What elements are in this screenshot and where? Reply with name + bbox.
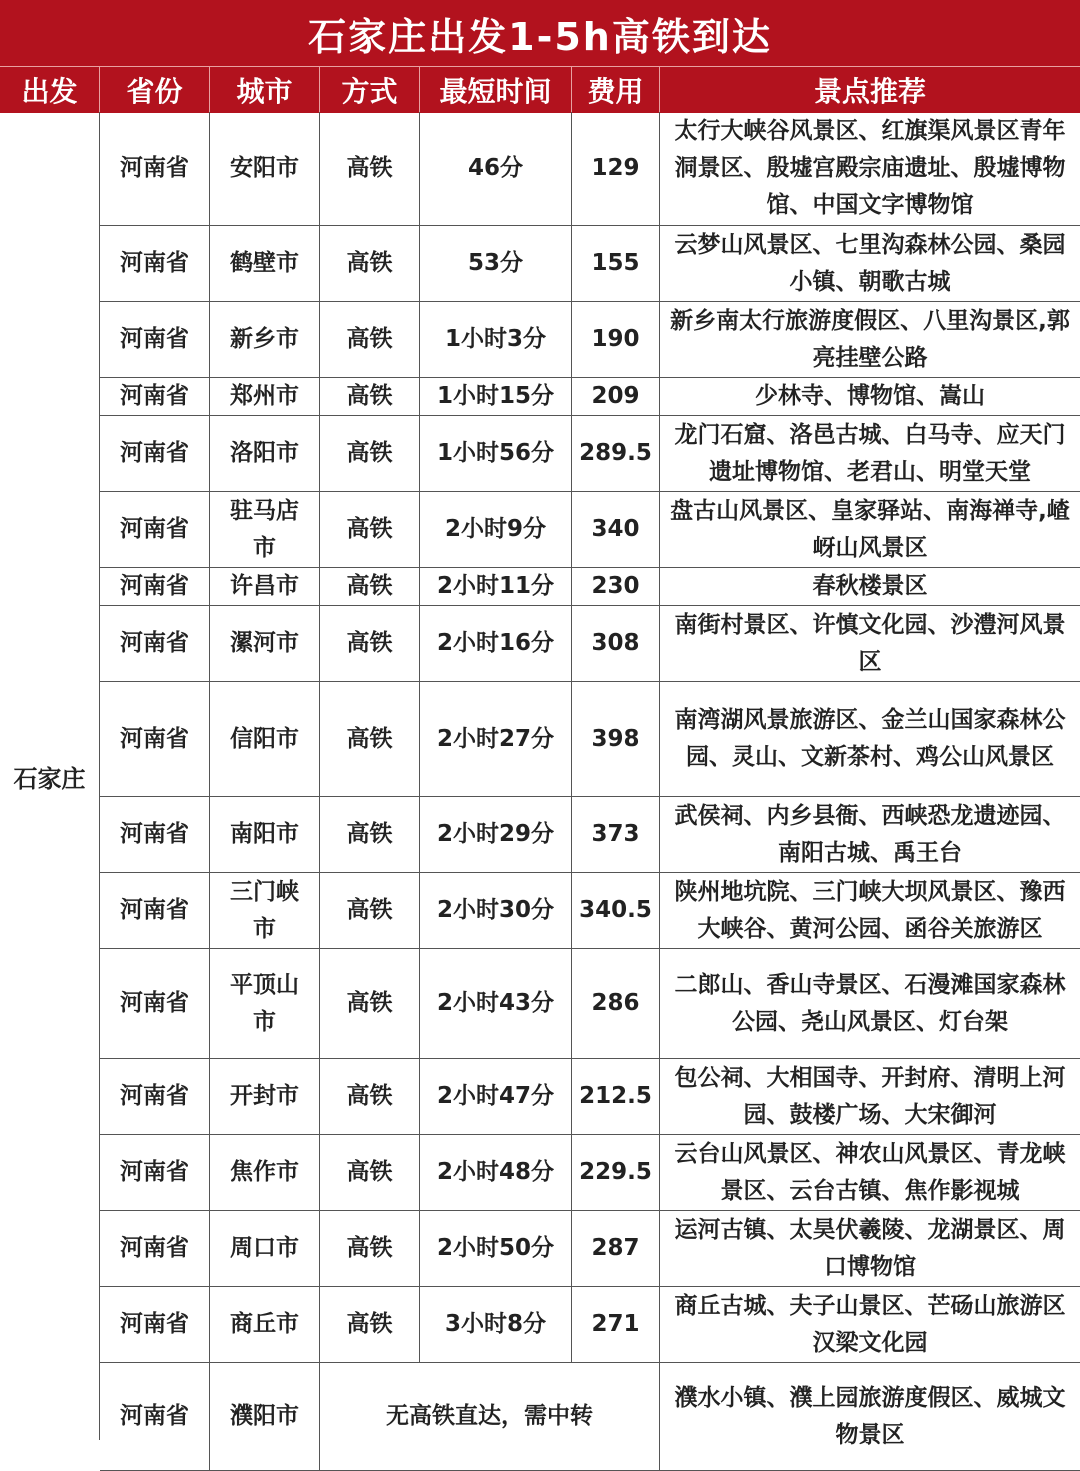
province-cell: 河南省 bbox=[100, 949, 210, 1058]
province-cell: 河南省 bbox=[100, 1363, 210, 1470]
province-cell: 河南省 bbox=[100, 226, 210, 301]
cost-cell: 289.5 bbox=[572, 416, 660, 491]
table-row bbox=[100, 1211, 1080, 1287]
table-row bbox=[100, 226, 1080, 302]
province-cell: 河南省 bbox=[100, 1059, 210, 1134]
spots-cell: 南街村景区、许慎文化园、沙澧河风景区 bbox=[674, 611, 1066, 675]
table-row bbox=[100, 1287, 1080, 1363]
city-cell: 周口市 bbox=[210, 1211, 320, 1286]
header-origin: 出发 bbox=[0, 67, 100, 113]
time-cell: 2小时43分 bbox=[420, 949, 572, 1058]
time-cell: 53分 bbox=[420, 226, 572, 301]
city-cell: 郑州市 bbox=[210, 378, 320, 415]
province-cell: 河南省 bbox=[100, 1211, 210, 1286]
time-cell: 2小时47分 bbox=[420, 1059, 572, 1134]
time-cell: 3小时8分 bbox=[420, 1287, 572, 1362]
cost-cell: 190 bbox=[572, 302, 660, 377]
spots-cell: 二郎山、香山寺景区、石漫滩国家森林公园、尧山风景区、灯台架 bbox=[674, 971, 1066, 1035]
time-cell: 2小时30分 bbox=[420, 873, 572, 948]
mode-cell: 高铁 bbox=[320, 112, 420, 225]
table-row bbox=[100, 378, 1080, 416]
spots-cell: 云台山风景区、神农山风景区、青龙峡景区、云台古镇、焦作影视城 bbox=[674, 1140, 1066, 1204]
spots-cell: 商丘古城、夫子山景区、芒砀山旅游区汉梁文化园 bbox=[674, 1292, 1066, 1356]
province-cell: 河南省 bbox=[100, 378, 210, 415]
city-cell: 漯河市 bbox=[210, 606, 320, 681]
table-row bbox=[100, 606, 1080, 682]
mode-cell: 高铁 bbox=[320, 682, 420, 796]
mode-cell: 高铁 bbox=[320, 226, 420, 301]
spots-cell: 南湾湖风景旅游区、金兰山国家森林公园、灵山、文新茶村、鸡公山风景区 bbox=[674, 707, 1066, 770]
table-row bbox=[100, 949, 1080, 1059]
origin-city-cell: 石家庄 bbox=[0, 112, 100, 1440]
spots-cell: 龙门石窟、洛邑古城、白马寺、应天门遗址博物馆、老君山、明堂天堂 bbox=[674, 421, 1066, 485]
province-cell: 河南省 bbox=[100, 682, 210, 796]
city-cell: 三门峡市 bbox=[210, 873, 320, 948]
city-cell: 平顶山市 bbox=[210, 949, 320, 1058]
time-cell: 1小时3分 bbox=[420, 302, 572, 377]
mode-cell: 高铁 bbox=[320, 949, 420, 1058]
city-cell: 洛阳市 bbox=[210, 416, 320, 491]
mode-cell: 高铁 bbox=[320, 302, 420, 377]
mode-cell: 高铁 bbox=[320, 378, 420, 415]
city-cell: 商丘市 bbox=[210, 1287, 320, 1362]
table-header bbox=[0, 66, 1080, 113]
time-cell: 2小时29分 bbox=[420, 797, 572, 872]
header-city: 城市 bbox=[210, 67, 320, 113]
table-row bbox=[100, 568, 1080, 606]
spots-cell: 云梦山风景区、七里沟森林公园、桑园小镇、朝歌古城 bbox=[674, 231, 1066, 295]
table-row bbox=[100, 797, 1080, 873]
table-row bbox=[100, 492, 1080, 568]
cost-cell: 373 bbox=[572, 797, 660, 872]
cost-cell: 212.5 bbox=[572, 1059, 660, 1134]
city-cell: 开封市 bbox=[210, 1059, 320, 1134]
mode-cell: 高铁 bbox=[320, 1287, 420, 1362]
cost-cell: 129 bbox=[572, 112, 660, 225]
mode-cell: 高铁 bbox=[320, 606, 420, 681]
spots-cell: 春秋楼景区 bbox=[812, 573, 928, 599]
cost-cell: 271 bbox=[572, 1287, 660, 1362]
table-row bbox=[100, 302, 1080, 378]
spots-cell: 盘古山风景区、皇家驿站、南海禅寺,嵖岈山风景区 bbox=[670, 497, 1070, 561]
header-cost: 费用 bbox=[572, 67, 660, 113]
table-row bbox=[100, 1135, 1080, 1211]
cost-cell: 340 bbox=[572, 492, 660, 567]
mode-cell: 高铁 bbox=[320, 492, 420, 567]
city-cell: 安阳市 bbox=[210, 112, 320, 225]
spots-cell: 运河古镇、太昊伏羲陵、龙湖景区、周口博物馆 bbox=[674, 1216, 1066, 1280]
spots-cell: 包公祠、大相国寺、开封府、清明上河园、鼓楼广场、大宋御河 bbox=[674, 1064, 1066, 1128]
mode-cell: 高铁 bbox=[320, 416, 420, 491]
cost-cell: 398 bbox=[572, 682, 660, 796]
time-cell: 2小时9分 bbox=[420, 492, 572, 567]
header-mode: 方式 bbox=[320, 67, 420, 113]
spots-cell: 濮水小镇、濮上园旅游度假区、威城文物景区 bbox=[674, 1384, 1066, 1448]
spots-cell: 新乡南太行旅游度假区、八里沟景区,郭亮挂壁公路 bbox=[670, 307, 1070, 371]
spots-cell: 陕州地坑院、三门峡大坝风景区、豫西大峡谷、黄河公园、函谷关旅游区 bbox=[674, 878, 1066, 942]
mode-cell: 高铁 bbox=[320, 873, 420, 948]
province-cell: 河南省 bbox=[100, 302, 210, 377]
time-cell: 2小时48分 bbox=[420, 1135, 572, 1210]
time-cell: 2小时50分 bbox=[420, 1211, 572, 1286]
table-row bbox=[100, 416, 1080, 492]
spots-cell: 武侯祠、内乡县衙、西峡恐龙遗迹园、南阳古城、禹王台 bbox=[674, 802, 1066, 866]
transfer-note-cell: 无高铁直达，需中转 bbox=[320, 1363, 660, 1470]
cost-cell: 229.5 bbox=[572, 1135, 660, 1210]
mode-cell: 高铁 bbox=[320, 1211, 420, 1286]
province-cell: 河南省 bbox=[100, 873, 210, 948]
cost-cell: 340.5 bbox=[572, 873, 660, 948]
mode-cell: 高铁 bbox=[320, 1059, 420, 1134]
header-province: 省份 bbox=[100, 67, 210, 113]
cost-cell: 230 bbox=[572, 568, 660, 605]
spots-cell: 少林寺、博物馆、嵩山 bbox=[755, 383, 985, 409]
time-cell: 2小时16分 bbox=[420, 606, 572, 681]
cost-cell: 209 bbox=[572, 378, 660, 415]
city-cell: 焦作市 bbox=[210, 1135, 320, 1210]
province-cell: 河南省 bbox=[100, 568, 210, 605]
time-cell: 1小时15分 bbox=[420, 378, 572, 415]
time-cell: 2小时27分 bbox=[420, 682, 572, 796]
time-cell: 1小时56分 bbox=[420, 416, 572, 491]
cost-cell: 286 bbox=[572, 949, 660, 1058]
header-min-time: 最短时间 bbox=[420, 67, 572, 113]
cost-cell: 155 bbox=[572, 226, 660, 301]
province-cell: 河南省 bbox=[100, 416, 210, 491]
province-cell: 河南省 bbox=[100, 1135, 210, 1210]
time-cell: 2小时11分 bbox=[420, 568, 572, 605]
city-cell: 信阳市 bbox=[210, 682, 320, 796]
city-cell: 南阳市 bbox=[210, 797, 320, 872]
spots-cell: 太行大峡谷风景区、红旗渠风景区青年洞景区、殷墟宫殿宗庙遗址、殷墟博物馆、中国文字博物馆 bbox=[674, 118, 1066, 218]
table-row bbox=[100, 873, 1080, 949]
table-row bbox=[100, 1059, 1080, 1135]
city-cell: 鹤壁市 bbox=[210, 226, 320, 301]
province-cell: 河南省 bbox=[100, 797, 210, 872]
mode-cell: 高铁 bbox=[320, 1135, 420, 1210]
time-cell: 46分 bbox=[420, 112, 572, 225]
province-cell: 河南省 bbox=[100, 606, 210, 681]
header-spots: 景点推荐 bbox=[813, 75, 926, 108]
table-row bbox=[100, 682, 1080, 797]
province-cell: 河南省 bbox=[100, 1287, 210, 1362]
cost-cell: 308 bbox=[572, 606, 660, 681]
table-row bbox=[100, 1363, 1080, 1471]
city-cell: 许昌市 bbox=[210, 568, 320, 605]
province-cell: 河南省 bbox=[100, 492, 210, 567]
page-title: 石家庄出发1-5h高铁到达 bbox=[0, 0, 1080, 66]
table-body bbox=[0, 112, 1080, 1448]
mode-cell: 高铁 bbox=[320, 797, 420, 872]
mode-cell: 高铁 bbox=[320, 568, 420, 605]
cost-cell: 287 bbox=[572, 1211, 660, 1286]
table-row bbox=[100, 112, 1080, 226]
city-cell: 驻马店市 bbox=[210, 492, 320, 567]
province-cell: 河南省 bbox=[100, 112, 210, 225]
city-cell: 濮阳市 bbox=[210, 1363, 320, 1470]
city-cell: 新乡市 bbox=[210, 302, 320, 377]
